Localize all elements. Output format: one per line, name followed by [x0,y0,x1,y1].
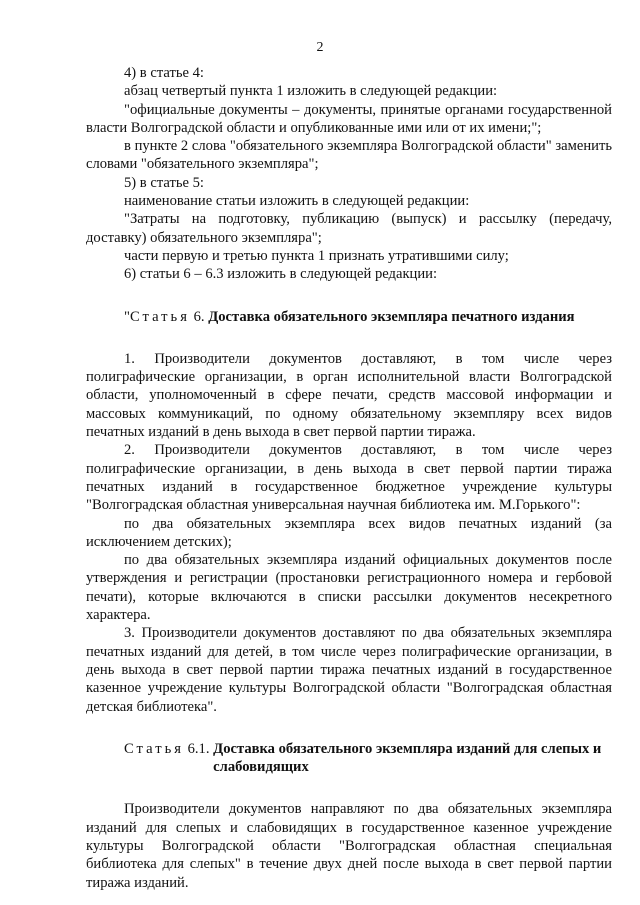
article-6-heading [86,308,612,326]
article-label: Статья [129,308,190,325]
article-paragraph: 2. Производители документов доставляют, в том числе через полиграфические организации, в день выхода в свет первой партии тиража печатных изданий в государственное бюджетное учреждение культуры "Волгоградская областная универсальная научная библиотека им. М.Горького": [86,442,612,514]
article-paragraph: по два обязательных экземпляра всех видов печатных изданий (за исключением детских); [86,515,612,550]
intro-paragraph: 5) в статье 5: [124,174,204,191]
article-paragraph: 3. Производители документов доставляют по два обязательных экземпляра печатных изданий для детей, в том числе через полиграфические организации, в день выхода в свет первой партии тиража печатных изданий в государственное казенное учреждение культуры Волгоградской области "Волгоградская областная детская библиотека". [86,625,612,715]
article-6-1-heading [86,740,612,777]
article-paragraph: 1. Производители документов доставляют, в том числе через полиграфические организации, в орган исполнительной власти Волгоградской области, уполномоченный в сфере печати, средств массовой информации и массовых коммуникаций, по одному обязательному экземпляру всех видов печатных изданий в день выхода в свет первой партии тиража. [86,350,612,441]
document-body [86,64,612,892]
intro-paragraph: 6) статьи 6 – 6.3 изложить в следующей редакции: [124,266,438,283]
article-paragraph: Производители документов направляют по два обязательных экземпляра изданий для слепых и слабовидящих в государственное казенное учреждение культуры Волгоградской области "Волгоградская областная специальная библиотека для слепых" в течение двух дней после выхода в свет первой партии тиража изданий. [86,801,612,891]
article-title: Доставка обязательного экземпляра изданий для слепых и слабовидящих [213,740,602,776]
intro-paragraph: части первую и третью пункта 1 признать утратившими силу; [124,247,509,264]
intro-paragraph: в пункте 2 слова "обязательного экземпляра Волгоградской области" заменить словами "обязательного экземпляра"; [86,138,612,173]
article-number: 6.1. [187,740,210,757]
intro-paragraph: абзац четвертый пункта 1 изложить в следующей редакции: [124,83,498,100]
intro-paragraph: наименование статьи изложить в следующей редакции: [124,193,470,210]
article-title: Доставка обязательного экземпляра печатного издания [208,308,575,325]
article-paragraph: по два обязательных экземпляра изданий официальных документов после утверждения и регистрации (простановки регистрационного номера и гербовой печати), которые включаются в списки рассылки документов несекретного характера. [86,552,612,624]
quote-mark: " [124,308,130,325]
intro-paragraph: "официальные документы – документы, принятые органами государственной власти Волгоградской области и опубликованные ими или от их имени;"; [86,101,612,136]
article-number: 6. [193,308,205,325]
intro-paragraph: 4) в статье 4: [124,65,204,81]
intro-paragraph: "Затраты на подготовку, публикацию (выпуск) и рассылку (передачу, доставку) обязательного экземпляра"; [86,211,612,246]
page-number: 2 [316,40,324,55]
article-label: Статья [124,740,184,757]
